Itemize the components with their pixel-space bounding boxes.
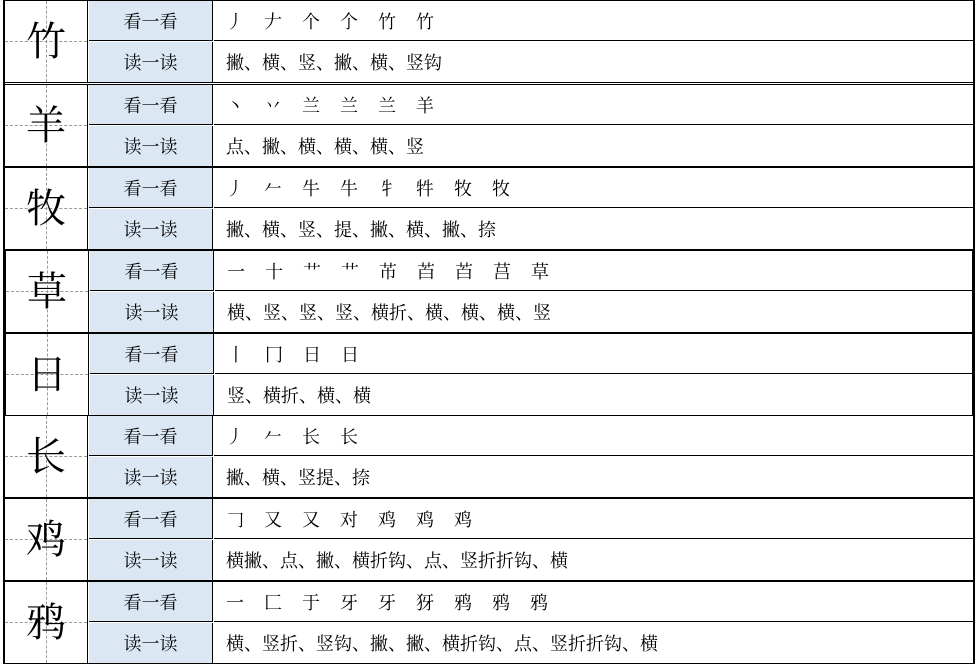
stroke-step: 匚 xyxy=(264,592,282,614)
character-glyph: 鸡 xyxy=(26,516,66,563)
character-block xyxy=(5,498,973,581)
character-glyph: 牧 xyxy=(26,185,66,232)
stroke-sequence xyxy=(214,168,973,208)
stroke-step: 牛 xyxy=(302,178,320,200)
stroke-step: 𠆤 xyxy=(340,11,358,33)
look-label: 看一看 xyxy=(89,416,213,456)
character-grid-cell xyxy=(5,85,88,166)
stroke-step: 兰 xyxy=(302,95,320,117)
character-glyph: 草 xyxy=(27,268,67,315)
read-label: 读一读 xyxy=(90,292,214,332)
stroke-sequence xyxy=(214,1,973,41)
stroke-step: 丿 xyxy=(226,11,244,33)
character-block xyxy=(5,415,973,498)
stroke-step: 芇 xyxy=(379,261,397,283)
stroke-step: 又 xyxy=(302,509,320,531)
character-grid-cell xyxy=(6,334,89,415)
stroke-step: 牜 xyxy=(378,178,396,200)
stroke-step: 竹 xyxy=(378,11,396,33)
stroke-step: 牙 xyxy=(378,592,396,614)
stroke-step: 日 xyxy=(341,344,359,366)
character-glyph: 日 xyxy=(27,351,67,398)
stroke-step: 苩 xyxy=(417,261,435,283)
stroke-step: 犽 xyxy=(416,592,434,614)
stroke-names: 撇、横、竖、提、撇、横、撇、捺 xyxy=(226,220,496,241)
character-grid-cell xyxy=(5,168,88,249)
stroke-step: 莒 xyxy=(493,261,511,283)
stroke-step: 兰 xyxy=(378,95,396,117)
look-label: 看一看 xyxy=(90,251,214,291)
stroke-step: 鸡 xyxy=(378,509,396,531)
character-glyph: 羊 xyxy=(26,102,66,149)
stroke-sequence xyxy=(214,582,973,622)
character-block xyxy=(5,250,973,333)
stroke-sequence xyxy=(214,499,973,539)
stroke-step: 日 xyxy=(303,344,321,366)
stroke-step: 牧 xyxy=(492,178,510,200)
stroke-step: 鸡 xyxy=(416,509,434,531)
stroke-step: 十 xyxy=(265,261,283,283)
character-grid-cell xyxy=(5,499,88,580)
stroke-step: 竹 xyxy=(416,11,434,33)
stroke-step: 牪 xyxy=(416,178,434,200)
stroke-step: 鸦 xyxy=(530,592,548,614)
look-label: 看一看 xyxy=(90,334,214,374)
character-glyph: 竹 xyxy=(26,18,66,65)
stroke-step: 牛 xyxy=(340,178,358,200)
stroke-step: 兰 xyxy=(340,95,358,117)
stroke-names: 竖、横折、横、横 xyxy=(227,386,371,407)
stroke-step: 丨 xyxy=(227,344,245,366)
look-label: 看一看 xyxy=(89,85,213,125)
character-block xyxy=(5,333,973,416)
look-label: 看一看 xyxy=(89,582,213,622)
stroke-names: 撇、横、竖、撇、横、竖钩 xyxy=(226,53,442,74)
stroke-sequence xyxy=(214,85,973,125)
stroke-step: 𠂉 xyxy=(264,178,282,200)
stroke-step: 𠂇 xyxy=(264,11,282,33)
read-label: 读一读 xyxy=(89,457,213,497)
character-block xyxy=(5,0,973,83)
stroke-names: 撇、横、竖提、捺 xyxy=(226,468,370,489)
character-glyph: 鸦 xyxy=(26,599,66,646)
character-grid-cell xyxy=(5,1,88,82)
stroke-step: 长 xyxy=(302,426,320,448)
read-label: 读一读 xyxy=(90,375,214,415)
stroke-step: 牙 xyxy=(340,592,358,614)
stroke-step: 丶 xyxy=(226,95,244,117)
stroke-step: 鸦 xyxy=(492,592,510,614)
stroke-step: 羊 xyxy=(416,95,434,117)
stroke-step: 艹 xyxy=(303,261,321,283)
character-grid-cell xyxy=(5,582,88,663)
stroke-step: 牧 xyxy=(454,178,472,200)
stroke-step: 冂 xyxy=(265,344,283,366)
stroke-step: 于 xyxy=(302,592,320,614)
stroke-step: 𠂉 xyxy=(264,426,282,448)
stroke-names: 横、竖折、竖钩、撇、撇、横折钩、点、竖折折钩、横 xyxy=(226,634,658,655)
stroke-step: 鸦 xyxy=(454,592,472,614)
stroke-names: 横撇、点、撇、横折钩、点、竖折折钩、横 xyxy=(226,551,568,572)
character-grid-cell xyxy=(6,251,89,332)
character-block xyxy=(5,167,973,250)
read-label: 读一读 xyxy=(89,623,213,663)
stroke-order-worksheet xyxy=(3,0,975,664)
stroke-step: 艹 xyxy=(341,261,359,283)
stroke-step: 丷 xyxy=(264,95,282,117)
look-label: 看一看 xyxy=(89,1,213,41)
stroke-step: 丿 xyxy=(226,426,244,448)
character-glyph: 长 xyxy=(26,433,66,480)
character-grid-cell xyxy=(5,416,88,497)
stroke-names: 点、撇、横、横、横、竖 xyxy=(226,137,424,158)
read-label: 读一读 xyxy=(89,42,213,82)
character-block xyxy=(5,84,973,167)
stroke-sequence xyxy=(215,251,972,291)
stroke-step: 个 xyxy=(302,11,320,33)
stroke-sequence xyxy=(215,334,972,374)
stroke-names: 横、竖、竖、竖、横折、横、横、横、竖 xyxy=(227,303,551,324)
look-label: 看一看 xyxy=(89,499,213,539)
stroke-step: 苩 xyxy=(455,261,473,283)
stroke-step: 一 xyxy=(227,261,245,283)
stroke-step: 长 xyxy=(340,426,358,448)
stroke-step: 一 xyxy=(226,592,244,614)
character-block xyxy=(5,581,973,664)
stroke-step: 丿 xyxy=(226,178,244,200)
read-label: 读一读 xyxy=(89,126,213,166)
stroke-step: 草 xyxy=(531,261,549,283)
stroke-step: 𠃌 xyxy=(226,509,244,531)
read-label: 读一读 xyxy=(89,209,213,249)
read-label: 读一读 xyxy=(89,540,213,580)
stroke-step: 又 xyxy=(264,509,282,531)
stroke-step: 对 xyxy=(340,509,358,531)
stroke-step: 鸡 xyxy=(454,509,472,531)
look-label: 看一看 xyxy=(89,168,213,208)
stroke-sequence xyxy=(214,416,973,456)
